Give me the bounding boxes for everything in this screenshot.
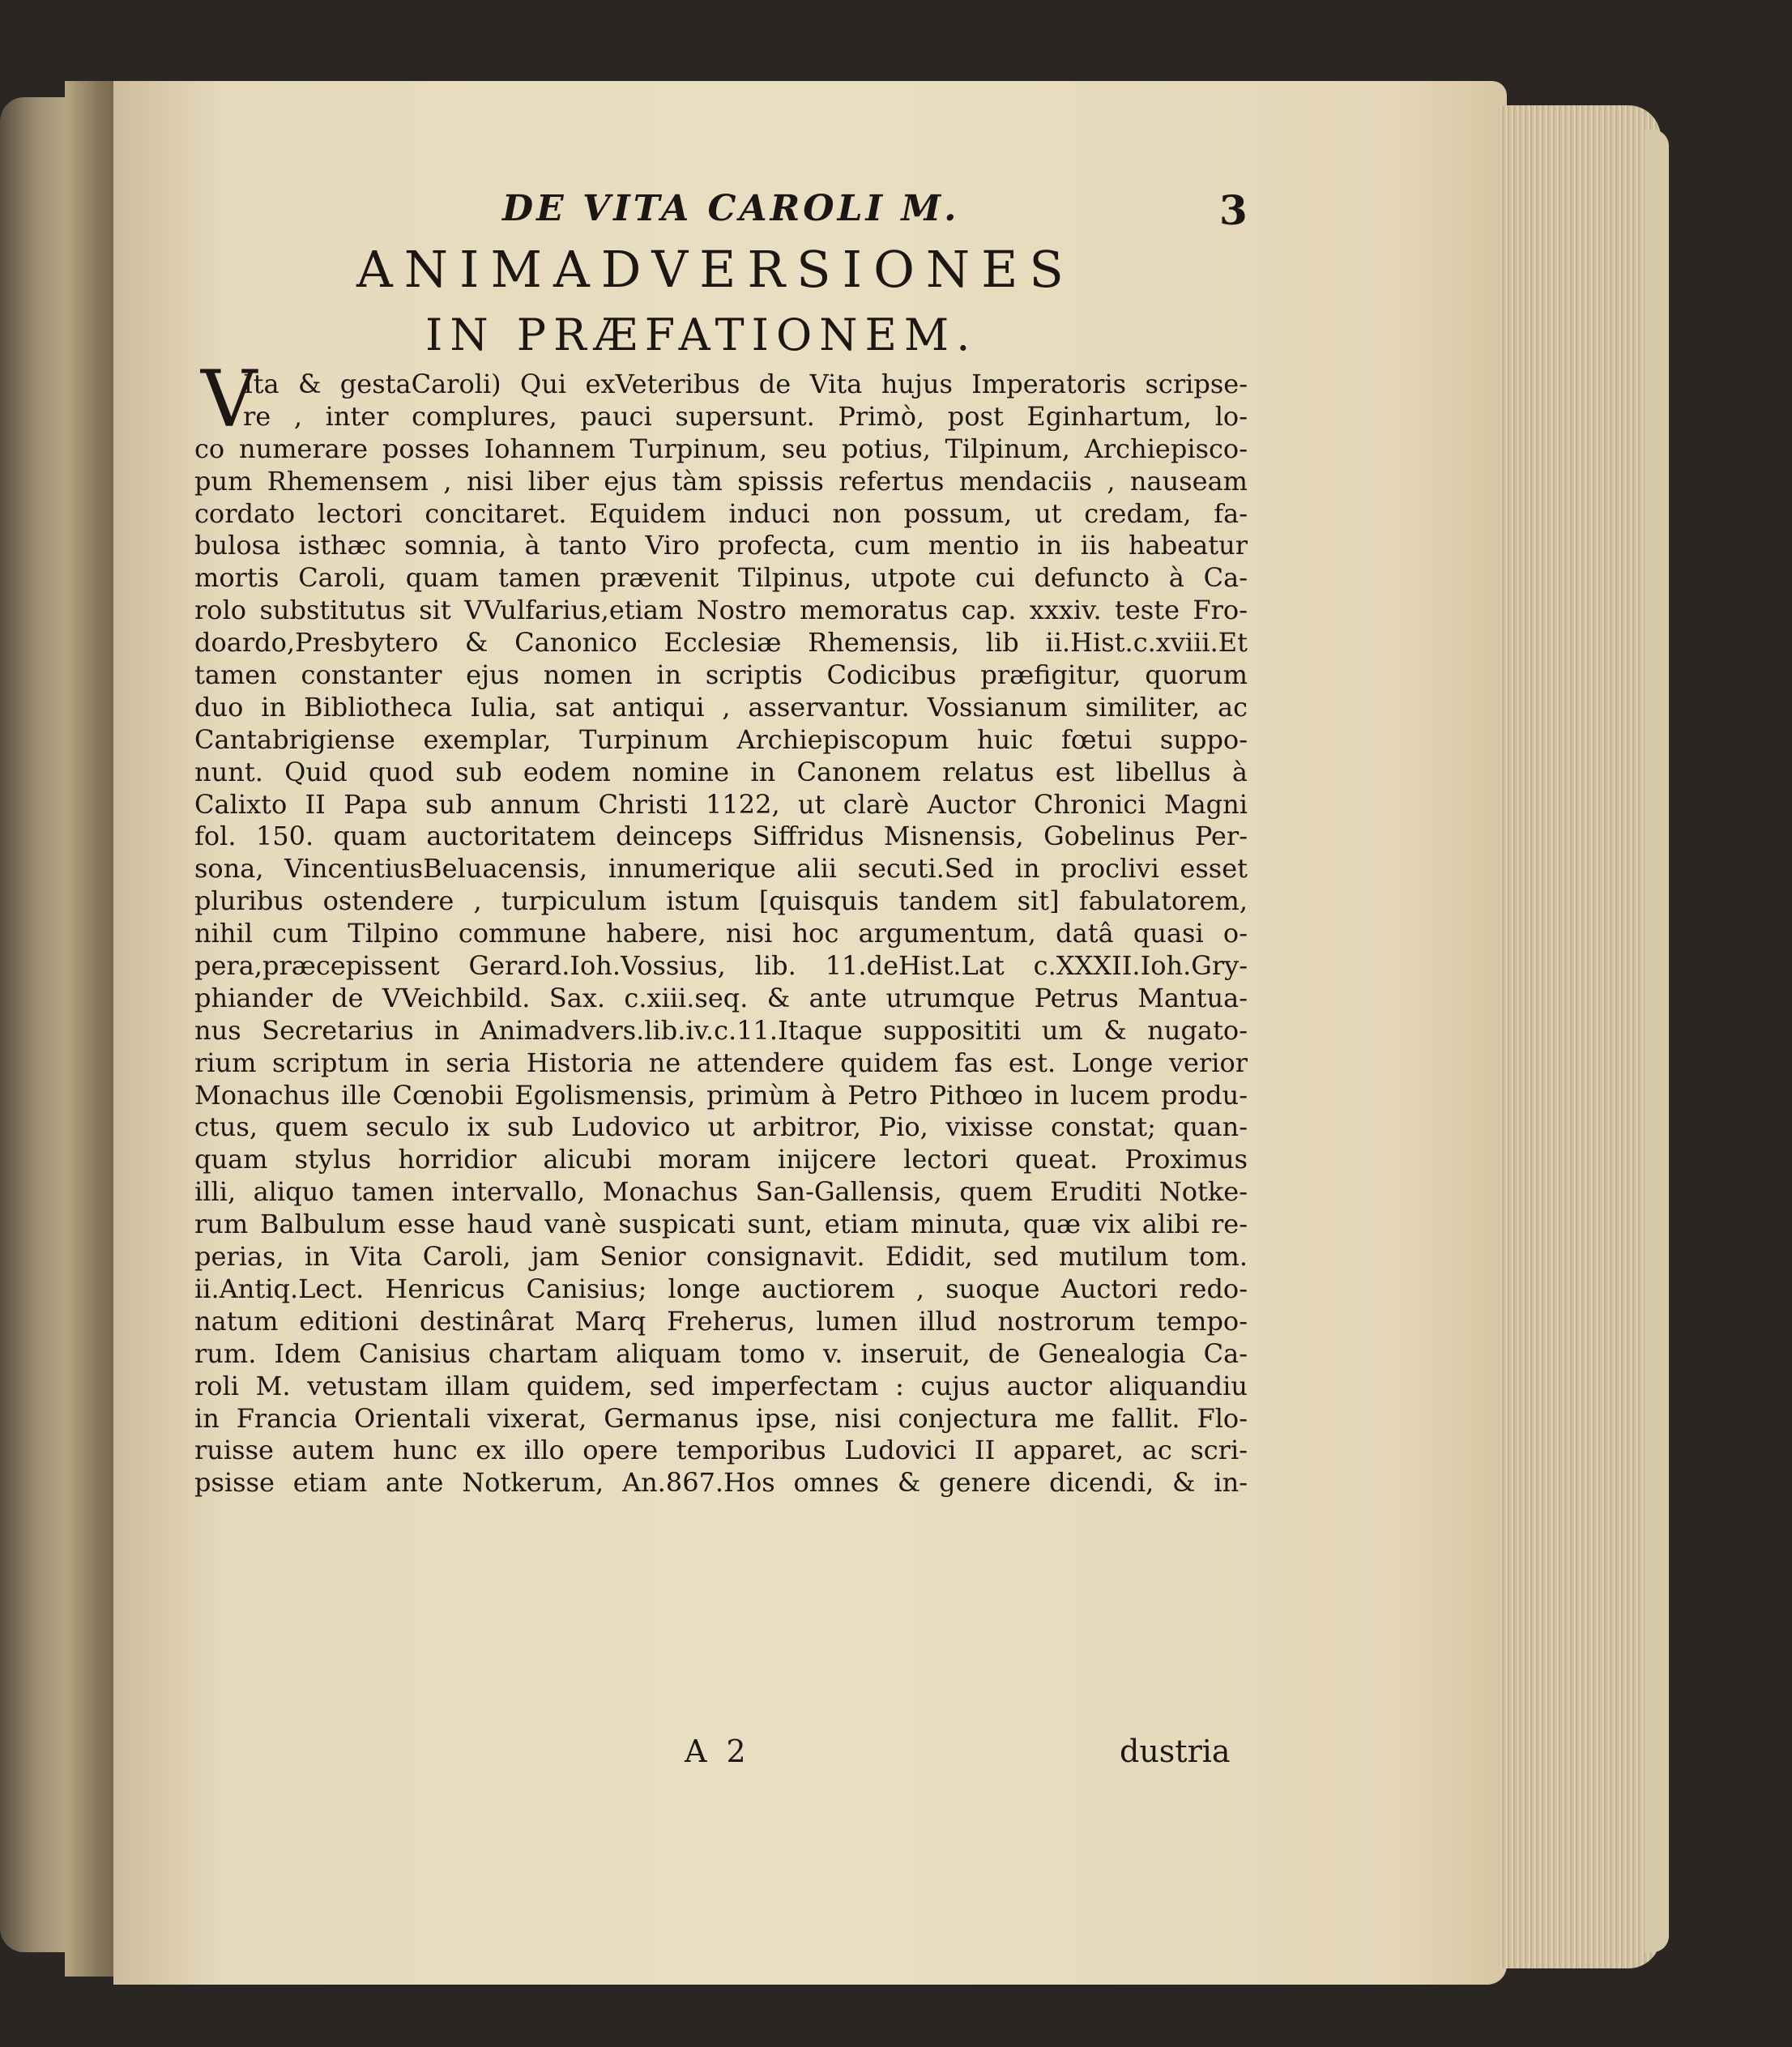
text-line: bulosa isthæc somnia, à tanto Viro profecta, cum mentio in iis habeatur xyxy=(194,530,1248,561)
text-line: rolo substitutus sit VVulfarius,etiam Nostro memoratus cap. xxxiv. teste Fro- xyxy=(194,595,1248,626)
text-line: doardo,Presbytero & Canonico Ecclesiæ Rhemensis, lib ii.Hist.c.xviii.Et xyxy=(194,627,1248,659)
text-line: rum. Idem Canisius chartam aliquam tomo v. inseruit, de Genealogia Ca- xyxy=(194,1337,1248,1369)
body-text xyxy=(194,369,1248,1499)
text-line: nus Secretarius in Animadvers.lib.iv.c.11.Itaque supposititi um & nugato- xyxy=(194,1014,1248,1046)
text-line: fol. 150. quam auctoritatem deinceps Siffridus Misnensis, Gobelinus Per- xyxy=(194,821,1248,852)
title-line-2: IN PRÆFATIONEM. xyxy=(425,309,978,360)
text-line: Calixto II Papa sub annum Christi 1122, ut clarè Auctor Chronici Magni xyxy=(194,788,1248,820)
page-number: 3 xyxy=(1219,186,1248,234)
text-line: cordato lectori concitaret. Equidem induci non possum, ut credam, fa- xyxy=(194,497,1248,529)
text-line: pum Rhemensem , nisi liber ejus tàm spissis refertus mendaciis , nauseam xyxy=(194,465,1248,497)
text-line: duo in Bibliotheca Iulia, sat antiqui , asservantur. Vossianum similiter, ac xyxy=(194,691,1248,723)
text-line: pluribus ostendere , turpiculum istum [quisquis tandem sit] fabulatorem, xyxy=(194,885,1248,917)
text-line: rum Balbulum esse haud vanè suspicati sunt, etiam minuta, quæ vix alibi re- xyxy=(194,1209,1248,1240)
catchword: dustria xyxy=(1120,1734,1231,1769)
text-line: quam stylus horridior alicubi moram inijcere lectori queat. Proximus xyxy=(194,1144,1248,1175)
text-line: Cantabrigiense exemplar, Turpinum Archiepiscopum huic fœtui suppo- xyxy=(194,723,1248,755)
text-line: mortis Caroli, quam tamen prævenit Tilpinus, utpote cui defuncto à Ca- xyxy=(194,562,1248,594)
text-line: nunt. Quid quod sub eodem nomine in Canonem relatus est libellus à xyxy=(194,756,1248,787)
signature-mark: A 2 xyxy=(685,1734,751,1769)
drop-cap: V xyxy=(201,354,258,445)
text-line: roli M. vetustam illam quidem, sed imperfectam : cujus auctor aliquandiu xyxy=(194,1370,1248,1401)
running-head: DE VITA CAROLI M. xyxy=(502,188,960,229)
text-line: co numerare posses Iohannem Turpinum, seu potius, Tilpinum, Archiepisco- xyxy=(194,433,1248,464)
text-line: perias, in Vita Caroli, jam Senior consignavit. Edidit, sed mutilum tom. xyxy=(194,1241,1248,1273)
text-line: pera,præcepissent Gerard.Ioh.Vossius, lib. 11.deHist.Lat c.XXXII.Ioh.Gry- xyxy=(194,950,1248,982)
text-line: ruisse autem hunc ex illo opere temporibus Ludovici II apparet, ac scri- xyxy=(194,1435,1248,1466)
text-line: ctus, quem seculo ix sub Ludovico ut arbitror, Pio, vixisse constat; quan- xyxy=(194,1111,1248,1143)
text-line: ii.Antiq.Lect. Henricus Canisius; longe auctiorem , suoque Auctori redo- xyxy=(194,1273,1248,1304)
text-line: natum editioni destinârat Marq Freherus, lumen illud nostrorum tempo- xyxy=(194,1305,1248,1337)
text-line: tamen constanter ejus nomen in scriptis Codicibus præfigitur, quorum xyxy=(194,659,1248,691)
text-line: in Francia Orientali vixerat, Germanus ipse, nisi conjectura me fallit. Flo- xyxy=(194,1402,1248,1434)
text-line: rium scriptum in seria Historia ne attendere quidem fas est. Longe verior xyxy=(194,1047,1248,1078)
text-line: psisse etiam ante Notkerum, An.867.Hos omnes & genere dicendi, & in- xyxy=(194,1467,1248,1499)
text-line: re , inter complures, pauci supersunt. Primò, post Eginhartum, lo- xyxy=(243,400,1248,432)
text-line: Monachus ille Cœnobii Egolismensis, primùm à Petro Pithœo in lucem produ- xyxy=(194,1079,1248,1111)
title-line-1: ANIMADVERSIONES xyxy=(356,240,1075,299)
text-line: illi, aliquo tamen intervallo, Monachus San-Gallensis, quem Eruditi Notke- xyxy=(194,1176,1248,1208)
text-line: sona, VincentiusBeluacensis, innumerique alii secuti.Sed in proclivi esset xyxy=(194,853,1248,885)
text-line: Ita & gestaCaroli) Qui exVeteribus de Vita hujus Imperatoris scripse- xyxy=(243,369,1248,399)
text-line: nihil cum Tilpino commune habere, nisi hoc argumentum, datâ quasi o- xyxy=(194,918,1248,949)
text-line: phiander de VVeichbild. Sax. c.xiii.seq. & ante utrumque Petrus Mantua- xyxy=(194,982,1248,1013)
